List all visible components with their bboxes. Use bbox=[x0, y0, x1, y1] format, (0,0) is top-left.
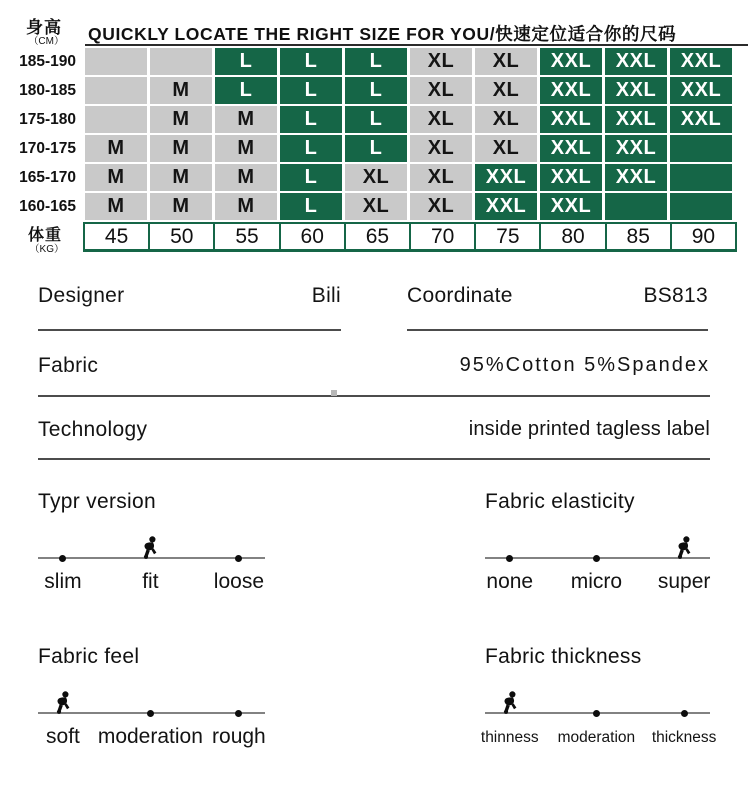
height-range-label: 180-185 bbox=[19, 82, 76, 99]
size-cell: M bbox=[85, 135, 147, 162]
weight-cell: 60 bbox=[279, 224, 344, 249]
slider-track bbox=[485, 712, 710, 714]
designer-label: Designer bbox=[38, 284, 125, 307]
height-range-label: 170-175 bbox=[19, 140, 76, 157]
designer-value: Bili bbox=[311, 284, 341, 307]
fabric-label: Fabric bbox=[38, 354, 99, 377]
height-range-label: 175-180 bbox=[19, 111, 76, 128]
fabric-value: 95%Cotton 5%Spandex bbox=[459, 354, 710, 376]
size-cell: M bbox=[85, 164, 147, 191]
size-cell bbox=[670, 164, 732, 191]
coordinate-underline bbox=[407, 329, 708, 331]
height-range-label: 185-190 bbox=[19, 53, 76, 70]
weight-cell: 80 bbox=[539, 224, 604, 249]
title-underline bbox=[85, 44, 748, 46]
size-cell: XXL bbox=[540, 106, 602, 133]
size-cell bbox=[605, 193, 667, 220]
slider-dot bbox=[59, 555, 66, 562]
person-figure-icon bbox=[53, 691, 73, 714]
coordinate-label: Coordinate bbox=[407, 284, 513, 307]
size-cell: XXL bbox=[475, 164, 537, 191]
spec-fabric bbox=[38, 354, 710, 378]
size-cell: L bbox=[215, 48, 277, 75]
size-cell: XL bbox=[475, 135, 537, 162]
technology-label: Technology bbox=[38, 418, 148, 441]
size-cell bbox=[670, 135, 732, 162]
weight-cell: 75 bbox=[474, 224, 539, 249]
weight-cell: 70 bbox=[409, 224, 474, 249]
slider-dot bbox=[506, 555, 513, 562]
size-cell: XXL bbox=[540, 193, 602, 220]
option-label: slim bbox=[44, 570, 82, 593]
technology-value: inside printed tagless label bbox=[468, 418, 710, 440]
option-label: rough bbox=[212, 725, 266, 748]
option-label: fit bbox=[142, 570, 159, 593]
fabric-underline bbox=[38, 395, 710, 397]
size-cell: M bbox=[150, 77, 212, 104]
weight-cell: 55 bbox=[213, 224, 278, 249]
option-label: loose bbox=[213, 570, 264, 593]
height-range-label: 160-165 bbox=[19, 198, 76, 215]
option-label: thickness bbox=[651, 729, 717, 746]
slider-fabric-feel bbox=[38, 645, 265, 760]
option-label: micro bbox=[570, 570, 623, 593]
slider-options bbox=[485, 570, 710, 596]
option-label: none bbox=[486, 570, 534, 593]
option-label: thinness bbox=[480, 729, 539, 746]
slider-dot bbox=[235, 710, 242, 717]
height-axis-unit: （CM） bbox=[28, 36, 64, 47]
option-label: super bbox=[657, 570, 711, 593]
size-cell bbox=[85, 77, 147, 104]
size-cell: M bbox=[85, 193, 147, 220]
size-cell: XL bbox=[475, 106, 537, 133]
height-axis-label: 身高 bbox=[26, 18, 62, 37]
fabric-elasticity-title: Fabric elasticity bbox=[485, 490, 635, 513]
size-cell: XXL bbox=[540, 135, 602, 162]
slider-dot bbox=[681, 710, 688, 717]
slider-track bbox=[38, 557, 265, 559]
size-cell: L bbox=[280, 135, 342, 162]
slider-fabric-elasticity bbox=[485, 490, 710, 605]
size-cell: L bbox=[345, 48, 407, 75]
size-cell: XL bbox=[410, 48, 472, 75]
slider-options bbox=[38, 725, 265, 751]
size-cell: L bbox=[280, 77, 342, 104]
size-cell: M bbox=[150, 193, 212, 220]
size-cell: XXL bbox=[605, 106, 667, 133]
size-cell: XXL bbox=[605, 77, 667, 104]
size-cell bbox=[150, 48, 212, 75]
option-label: moderation bbox=[97, 725, 203, 748]
size-cell: XL bbox=[410, 77, 472, 104]
size-cell: XXL bbox=[475, 193, 537, 220]
technology-underline bbox=[38, 458, 710, 460]
size-cell: M bbox=[215, 193, 277, 220]
slider-options bbox=[38, 570, 265, 596]
weight-cell: 90 bbox=[670, 224, 735, 249]
fabric-thickness-title: Fabric thickness bbox=[485, 645, 642, 668]
weight-cell: 50 bbox=[148, 224, 213, 249]
watermark-dot bbox=[331, 390, 337, 396]
weight-cell: 65 bbox=[344, 224, 409, 249]
option-label: moderation bbox=[557, 729, 636, 746]
fabric-feel-title: Fabric feel bbox=[38, 645, 140, 668]
size-cell: XL bbox=[345, 164, 407, 191]
coordinate-value: BS813 bbox=[643, 284, 708, 307]
weight-row bbox=[83, 222, 737, 252]
size-cell: M bbox=[215, 106, 277, 133]
size-cell: XL bbox=[410, 106, 472, 133]
slider-track bbox=[38, 712, 265, 714]
size-cell: L bbox=[280, 164, 342, 191]
size-cell: XL bbox=[410, 135, 472, 162]
weight-axis-unit: （KG） bbox=[29, 244, 64, 255]
size-cell: XXL bbox=[605, 48, 667, 75]
height-range-label: 165-170 bbox=[19, 169, 76, 186]
size-cell: M bbox=[150, 164, 212, 191]
spec-technology bbox=[38, 418, 710, 442]
slider-dot bbox=[235, 555, 242, 562]
designer-underline bbox=[38, 329, 341, 331]
size-cell: M bbox=[150, 106, 212, 133]
size-cell: XXL bbox=[670, 106, 732, 133]
size-cell: M bbox=[215, 164, 277, 191]
size-cell bbox=[85, 48, 147, 75]
size-cell: XXL bbox=[605, 164, 667, 191]
size-cell: XXL bbox=[540, 48, 602, 75]
size-cell: XXL bbox=[540, 77, 602, 104]
slider-dot bbox=[147, 710, 154, 717]
size-cell: XL bbox=[410, 164, 472, 191]
slider-options bbox=[480, 729, 717, 755]
size-cell: XL bbox=[410, 193, 472, 220]
size-cell bbox=[85, 106, 147, 133]
option-label: soft bbox=[46, 725, 80, 748]
size-cell: L bbox=[345, 106, 407, 133]
size-cell: L bbox=[280, 106, 342, 133]
size-chart-title: QUICKLY LOCATE THE RIGHT SIZE FOR YOU/快速定位适合你的尺码 bbox=[88, 24, 677, 44]
slider-type-version bbox=[38, 490, 265, 605]
slider-track bbox=[485, 557, 710, 559]
size-cell: L bbox=[280, 193, 342, 220]
slider-dot bbox=[593, 710, 600, 717]
size-cell: XXL bbox=[670, 77, 732, 104]
size-cell bbox=[670, 193, 732, 220]
weight-axis-label: 体重 bbox=[27, 227, 62, 244]
person-figure-icon bbox=[140, 536, 160, 559]
size-cell: XL bbox=[475, 77, 537, 104]
size-grid bbox=[0, 48, 732, 220]
size-cell: L bbox=[345, 77, 407, 104]
size-cell: L bbox=[280, 48, 342, 75]
size-cell: M bbox=[215, 135, 277, 162]
spec-designer bbox=[38, 284, 341, 308]
size-cell: M bbox=[150, 135, 212, 162]
slider-dot bbox=[593, 555, 600, 562]
weight-cell: 45 bbox=[104, 224, 129, 248]
person-figure-icon bbox=[500, 691, 520, 714]
size-cell: XXL bbox=[605, 135, 667, 162]
size-cell: XXL bbox=[670, 48, 732, 75]
type-version-title: Typr version bbox=[38, 490, 156, 513]
size-cell: XXL bbox=[540, 164, 602, 191]
person-figure-icon bbox=[674, 536, 694, 559]
weight-cell: 85 bbox=[605, 224, 670, 249]
size-cell: L bbox=[345, 135, 407, 162]
spec-coordinate bbox=[407, 284, 708, 308]
size-cell: XL bbox=[475, 48, 537, 75]
size-cell: XL bbox=[345, 193, 407, 220]
size-cell: L bbox=[215, 77, 277, 104]
slider-fabric-thickness bbox=[480, 645, 717, 760]
